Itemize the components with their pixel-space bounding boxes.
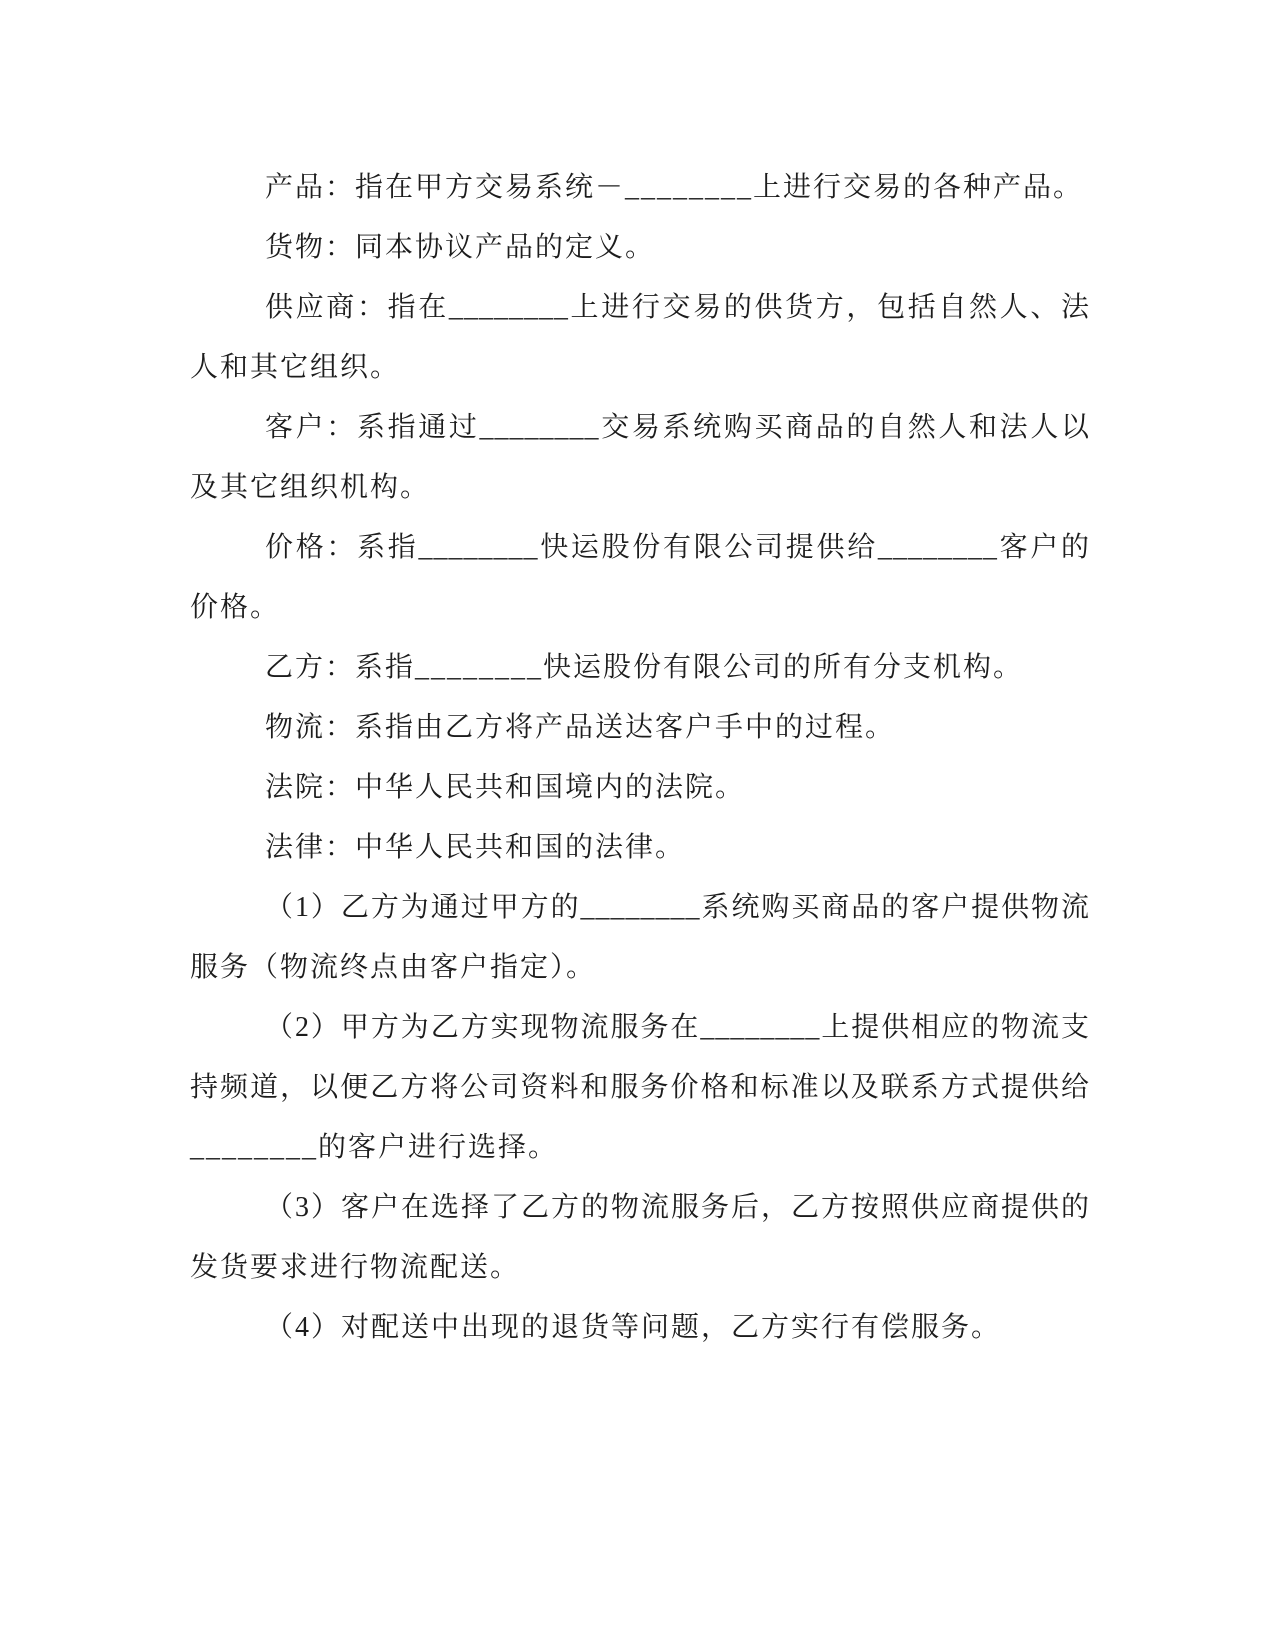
contract-line: 法院：中华人民共和国境内的法院。	[265, 772, 746, 803]
contract-line: 人和其它组织。	[190, 352, 401, 383]
contract-line: 法律：中华人民共和国的法律。	[265, 832, 686, 863]
contract-body	[190, 158, 1090, 1358]
contract-line: 供应商：指在________上进行交易的供货方，包括自然人、法	[265, 292, 1090, 323]
contract-line: 产品：指在甲方交易系统－________上进行交易的各种产品。	[265, 172, 1084, 203]
contract-line: 服务（物流终点由客户指定）。	[190, 952, 597, 983]
contract-line: 持频道，以便乙方将公司资料和服务价格和标准以及联系方式提供给	[190, 1072, 1090, 1103]
contract-line: （1）乙方为通过甲方的________系统购买商品的客户提供物流	[265, 892, 1090, 923]
contract-line: 价格：系指________快运股份有限公司提供给________客户的	[265, 532, 1090, 563]
contract-line: 发货要求进行物流配送。	[190, 1252, 521, 1283]
contract-line: 及其它组织机构。	[190, 472, 431, 503]
contract-line: ________的客户进行选择。	[190, 1132, 559, 1163]
contract-line: 货物：同本协议产品的定义。	[265, 232, 656, 263]
contract-line: 乙方：系指________快运股份有限公司的所有分支机构。	[265, 652, 1024, 683]
contract-line: （2）甲方为乙方实现物流服务在________上提供相应的物流支	[265, 1012, 1090, 1043]
contract-line: （4）对配送中出现的退货等问题，乙方实行有偿服务。	[265, 1312, 1002, 1343]
contract-line: 价格。	[190, 592, 281, 623]
contract-line: （3）客户在选择了乙方的物流服务后，乙方按照供应商提供的	[265, 1192, 1090, 1223]
contract-line: 物流：系指由乙方将产品送达客户手中的过程。	[265, 712, 896, 743]
contract-line: 客户：系指通过________交易系统购买商品的自然人和法人以	[265, 412, 1090, 443]
